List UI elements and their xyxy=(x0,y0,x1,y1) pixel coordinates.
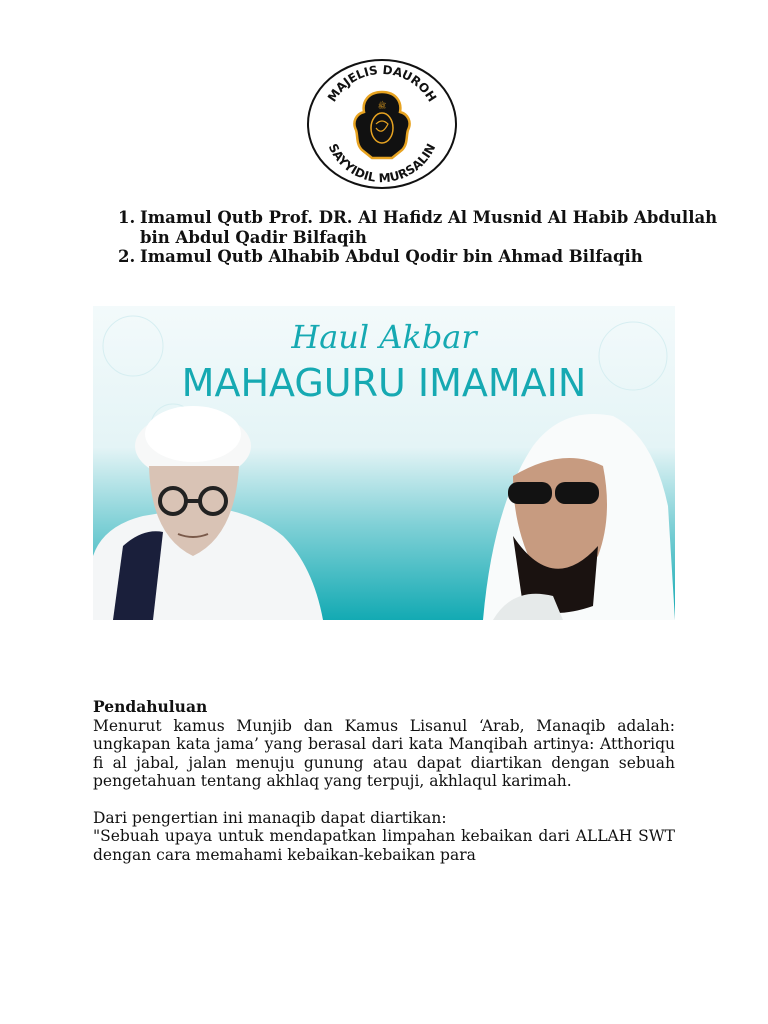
section-heading: Pendahuluan xyxy=(93,697,208,716)
logo-top-text: MAJELIS DAUROH xyxy=(324,62,440,105)
list-number: 1. xyxy=(118,208,136,227)
haul-akbar-banner xyxy=(93,306,675,620)
banner-title: MAHAGURU IMAMAIN xyxy=(181,361,587,405)
paragraph: Dari pengertian ini manaqib dapat diartikan: xyxy=(93,808,447,827)
paragraph: "Sebuah upaya untuk mendapatkan limpahan kebaikan dari ALLAH SWT dengan cara memahami kebaikan-kebaikan para xyxy=(93,827,675,864)
logo-bottom-text: SAYYIDIL MURSALIN xyxy=(325,141,439,186)
names-list xyxy=(118,208,718,267)
list-number: 2. xyxy=(118,247,136,266)
list-text: Imamul Qutb Alhabib Abdul Qodir bin Ahmad Bilfaqih xyxy=(140,247,643,266)
list-item xyxy=(118,208,718,247)
paragraph: Menurut kamus Munjib dan Kamus Lisanul ‘Arab, Manaqib adalah: ungkapan kata jama’ yang berasal dari kata Manqibah artinya: Atthoriqu fi al jabal, jalan menuju gunung atau dapat diartikan dengan sebuah pengetahuan tentang akhlaq yang terpuji, akhlaqul karimah. xyxy=(93,716,675,790)
banner-script-title: Haul Akbar xyxy=(291,318,477,356)
document-body xyxy=(93,698,675,864)
majelis-logo xyxy=(306,58,458,190)
svg-text:ﷺ: ﷺ xyxy=(377,102,387,110)
list-text: Imamul Qutb Prof. DR. Al Hafidz Al Musnid Al Habib Abdullah bin Abdul Qadir Bilfaqih xyxy=(140,208,718,247)
list-item xyxy=(118,247,718,267)
